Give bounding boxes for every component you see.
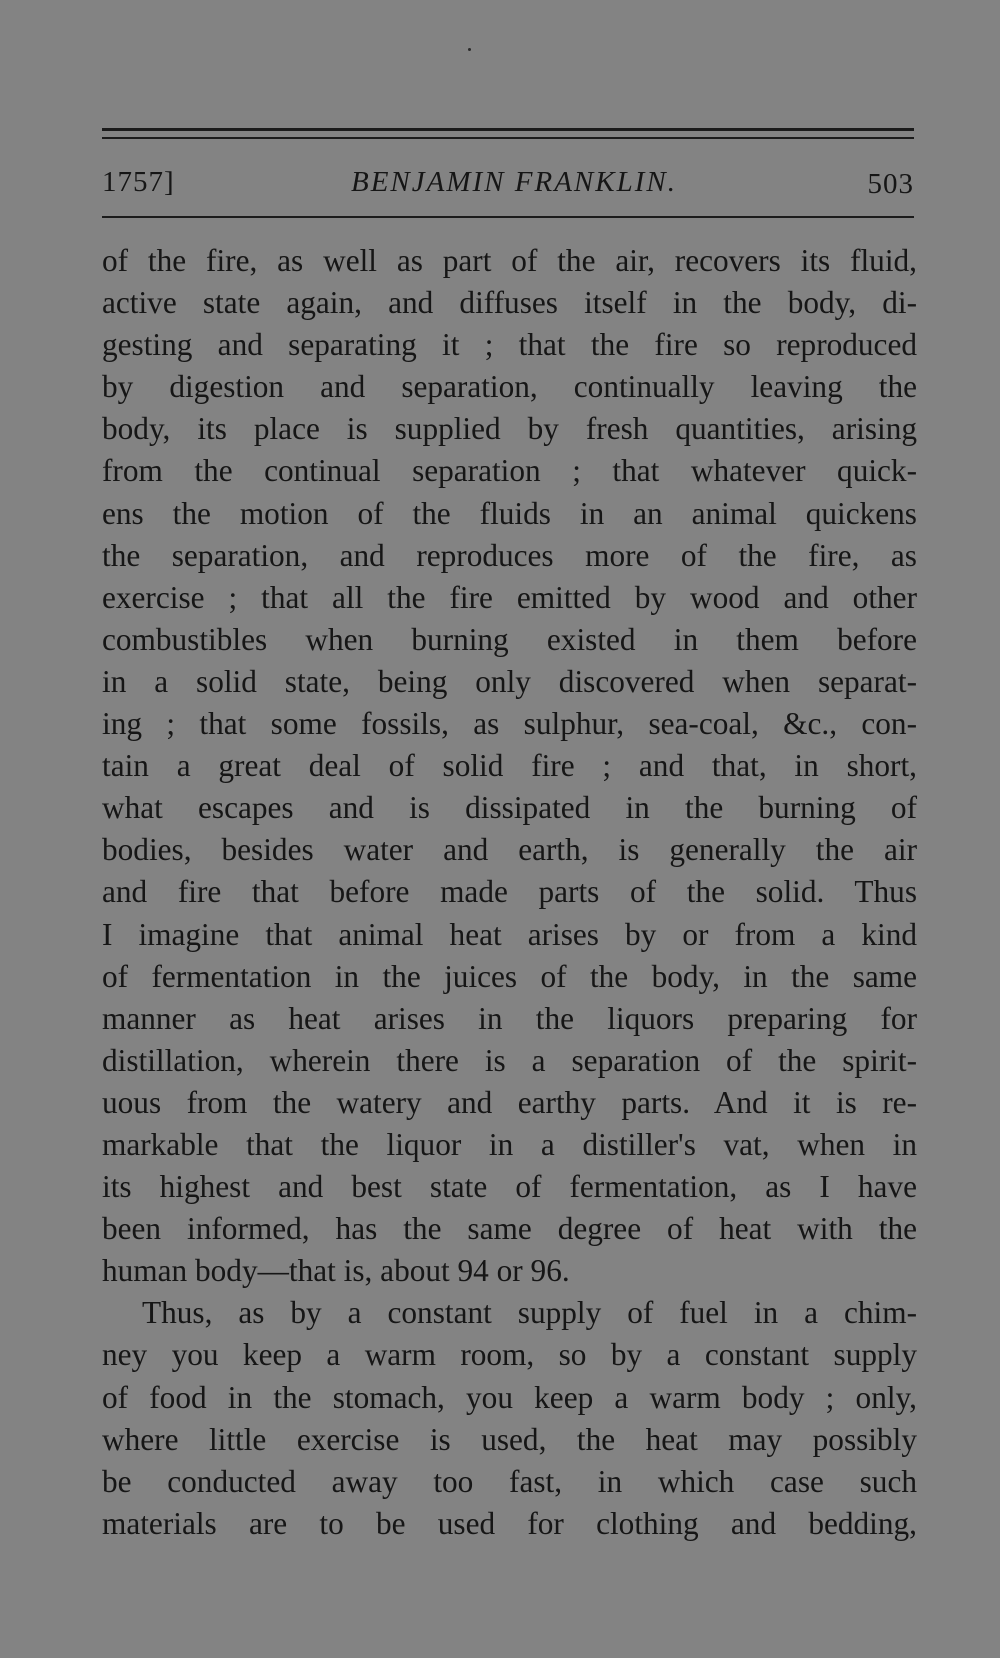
text-line: the separation, and reproduces more of the fire, as [102,537,917,573]
running-header [102,162,914,202]
text-line: materials are to be used for clothing and bedding, [102,1505,917,1541]
text-line: ing ; that some fossils, as sulphur, sea-coal, &c., con- [102,706,917,742]
text-line: and fire that before made parts of the solid. Thus [102,874,917,910]
header-title: BENJAMIN FRANKLIN. [351,166,677,198]
text-line: in a solid state, being only discovered when separat- [102,663,917,699]
paragraph-first-line: Thus, as by a constant supply of fuel in a chim- [142,1295,917,1331]
text-line: body, its place is supplied by fresh quantities, arising [102,411,917,447]
text-line: exercise ; that all the fire emitted by wood and other [102,579,917,615]
paragraph-last-line: human body—that is, about 94 or 96. [102,1253,570,1289]
text-line: be conducted away too fast, in which case such [102,1463,917,1499]
text-line: manner as heat arises in the liquors preparing for [102,1000,917,1036]
scan-speck [468,48,471,51]
text-line: uous from the watery and earthy parts. And it is re- [102,1084,917,1120]
text-line: markable that the liquor in a distiller's vat, when in [102,1126,917,1162]
page-number: 503 [867,168,914,200]
text-line: its highest and best state of fermentation, as I have [102,1169,917,1205]
text-line: been informed, has the same degree of heat with the [102,1211,917,1247]
text-line: active state again, and diffuses itself in the body, di- [102,285,917,321]
text-line: distillation, wherein there is a separation of the spirit- [102,1042,917,1078]
text-line: where little exercise is used, the heat may possibly [102,1421,917,1457]
header-rule [102,216,914,218]
text-line: from the continual separation ; that whatever quick- [102,453,917,489]
text-line: I imagine that animal heat arises by or from a kind [102,916,917,952]
text-line: tain a great deal of solid fire ; and that, in short, [102,748,917,784]
top-double-rule-upper [102,128,914,131]
body-text [102,240,917,1545]
text-line: gesting and separating it ; that the fire so reproduced [102,327,917,363]
text-line: bodies, besides water and earth, is generally the air [102,832,917,868]
text-line: ney you keep a warm room, so by a constant supply [102,1337,917,1373]
text-line: combustibles when burning existed in them before [102,621,917,657]
text-line: of the fire, as well as part of the air, recovers its fluid, [102,243,917,278]
text-line: what escapes and is dissipated in the burning of [102,790,917,826]
header-year: 1757] [102,166,175,198]
top-double-rule-lower [102,137,914,139]
text-line: of food in the stomach, you keep a warm body ; only, [102,1379,917,1415]
text-line: by digestion and separation, continually leaving the [102,369,917,405]
text-line: of fermentation in the juices of the body, in the same [102,958,917,994]
text-line: ens the motion of the fluids in an animal quickens [102,495,917,531]
